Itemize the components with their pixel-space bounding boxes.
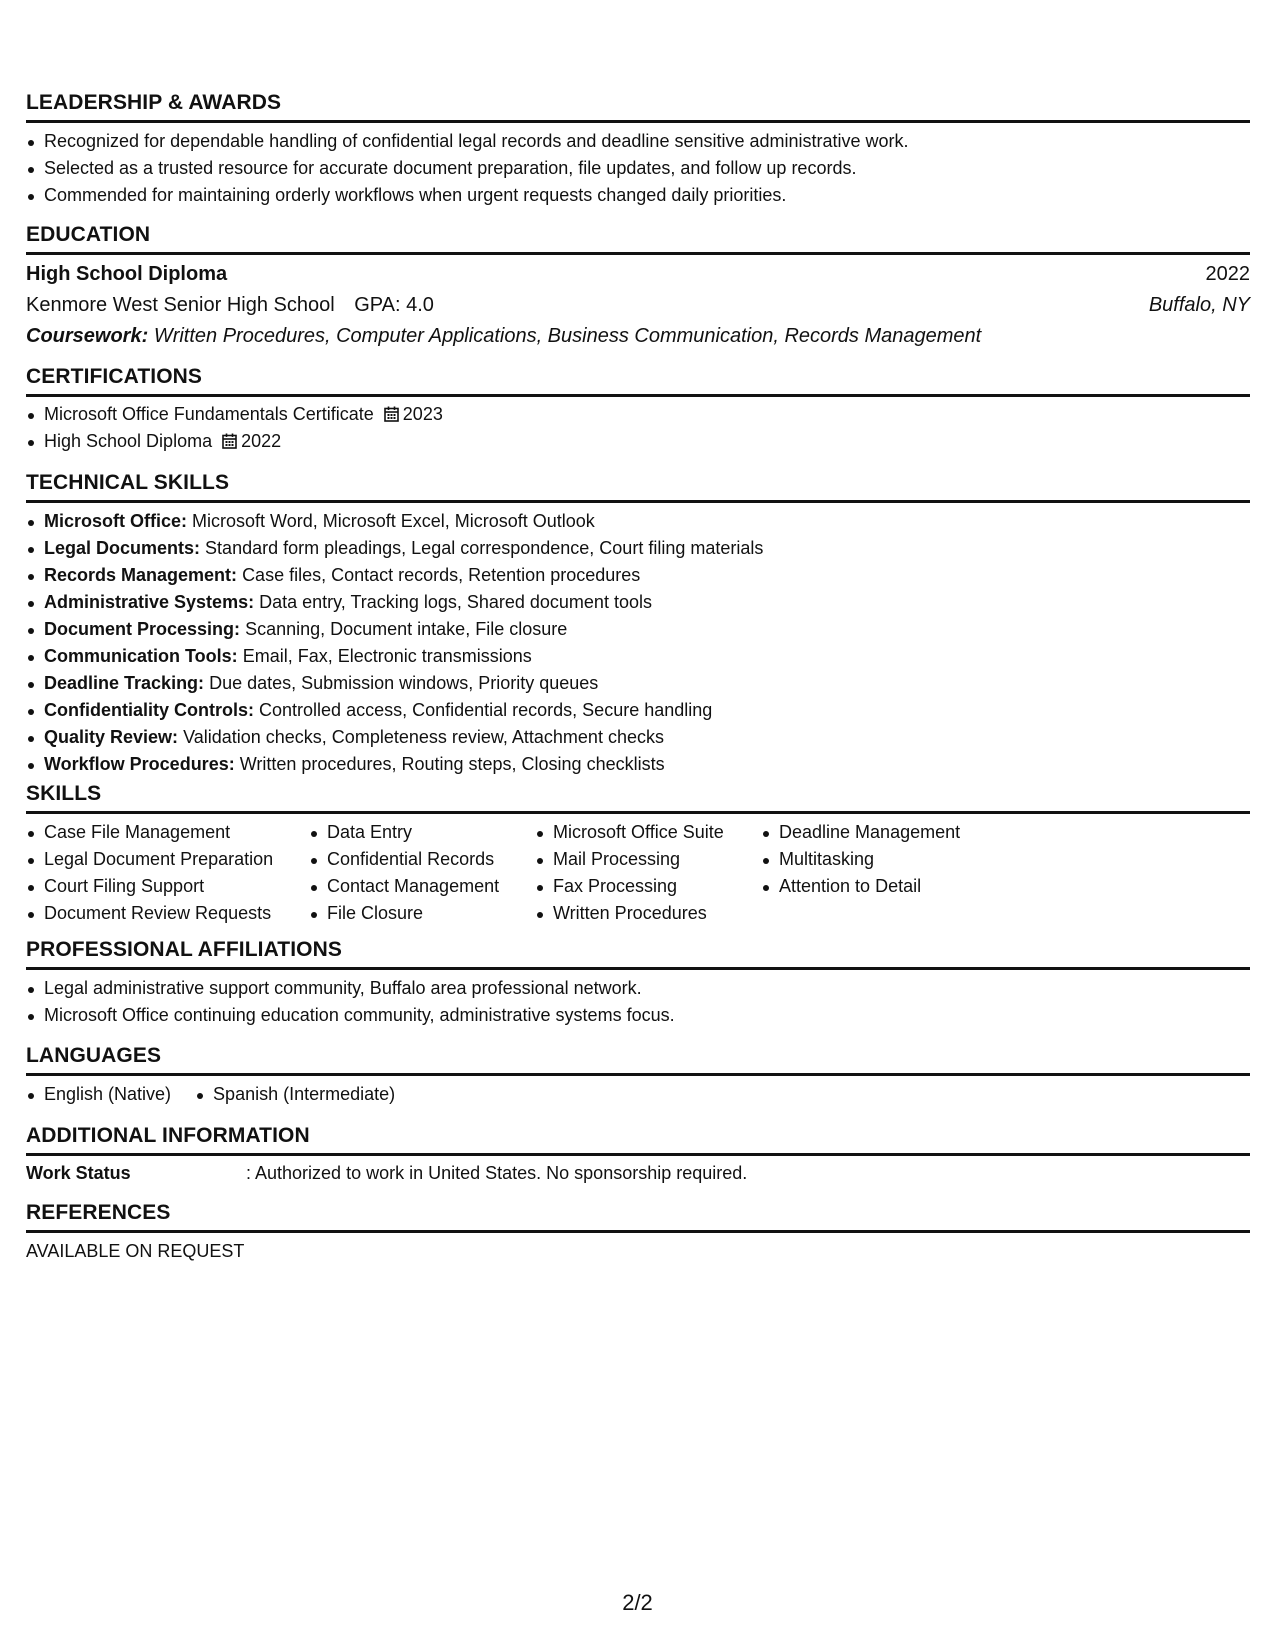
skill-values: Scanning, Document intake, File closure xyxy=(245,619,568,639)
skill-values: Controlled access, Confidential records, Secure handling xyxy=(259,700,713,720)
section-skills xyxy=(26,781,1250,927)
skills-column xyxy=(761,819,1021,927)
list-item: Spanish (Intermediate) xyxy=(195,1081,395,1108)
skill-category: Administrative Systems: xyxy=(44,592,255,612)
certification-name: Microsoft Office Fundamentals Certificate xyxy=(44,404,374,424)
section-languages xyxy=(26,1043,1250,1108)
list-item xyxy=(26,562,1250,589)
list-item xyxy=(26,670,1250,697)
list-item: Data Entry xyxy=(309,819,535,846)
skills-column xyxy=(26,819,309,927)
list-item xyxy=(26,508,1250,535)
list-item: Recognized for dependable handling of confidential legal records and deadline sensitive administrative work. xyxy=(26,128,1250,155)
section-title: LEADERSHIP & AWARDS xyxy=(26,90,1250,123)
skill-values: Written procedures, Routing steps, Closing checklists xyxy=(239,754,665,774)
list-item: Deadline Management xyxy=(761,819,1021,846)
affiliations-list xyxy=(26,975,1250,1029)
certifications-list xyxy=(26,401,1250,455)
languages-list xyxy=(26,1081,1250,1108)
list-item: Microsoft Office continuing education community, administrative systems focus. xyxy=(26,1002,1250,1029)
list-item xyxy=(26,589,1250,616)
education-school-row xyxy=(26,290,1250,321)
skill-category: Deadline Tracking: xyxy=(44,673,205,693)
skills-column xyxy=(309,819,535,927)
list-item: Commended for maintaining orderly workflows when urgent requests changed daily priorities. xyxy=(26,182,1250,209)
references-text: AVAILABLE ON REQUEST xyxy=(26,1241,245,1261)
technical-skills-list xyxy=(26,508,1250,778)
page-number: 2/2 xyxy=(622,1590,653,1615)
calendar-icon xyxy=(384,403,399,430)
certification-year: 2023 xyxy=(402,404,443,424)
skill-category: Microsoft Office: xyxy=(44,511,188,531)
section-title: CERTIFICATIONS xyxy=(26,364,1250,397)
section-affiliations xyxy=(26,937,1250,1029)
section-leadership xyxy=(26,90,1250,209)
list-item xyxy=(26,751,1250,778)
list-item xyxy=(26,697,1250,724)
section-title: REFERENCES xyxy=(26,1200,1250,1233)
list-item: Legal Document Preparation xyxy=(26,846,309,873)
skill-values: Microsoft Word, Microsoft Excel, Microsoft Outlook xyxy=(192,511,595,531)
skills-column xyxy=(535,819,761,927)
skill-category: Legal Documents: xyxy=(44,538,201,558)
section-title: ADDITIONAL INFORMATION xyxy=(26,1123,1250,1156)
coursework-row xyxy=(26,321,1250,352)
certification-name: High School Diploma xyxy=(44,431,213,451)
list-item: Court Filing Support xyxy=(26,873,309,900)
leadership-list xyxy=(26,128,1250,209)
skill-category: Workflow Procedures: xyxy=(44,754,235,774)
list-item xyxy=(26,401,1250,428)
coursework-list: Written Procedures, Computer Applications, Business Communication, Records Management xyxy=(153,325,982,347)
section-title: PROFESSIONAL AFFILIATIONS xyxy=(26,937,1250,970)
list-item: Document Review Requests xyxy=(26,900,309,927)
list-item: Fax Processing xyxy=(535,873,761,900)
list-item: Multitasking xyxy=(761,846,1021,873)
skill-category: Quality Review: xyxy=(44,727,179,747)
section-title: SKILLS xyxy=(26,781,1250,814)
education-year: 2022 xyxy=(1205,263,1250,285)
education-location: Buffalo, NY xyxy=(1148,294,1250,316)
list-item xyxy=(26,428,1250,455)
list-item: English (Native) xyxy=(26,1081,171,1108)
skill-values: Case files, Contact records, Retention procedures xyxy=(242,565,641,585)
skill-values: Email, Fax, Electronic transmissions xyxy=(242,646,532,666)
skill-category: Document Processing: xyxy=(44,619,241,639)
section-title: LANGUAGES xyxy=(26,1043,1250,1076)
list-item: File Closure xyxy=(309,900,535,927)
section-technical-skills xyxy=(26,470,1250,778)
section-additional-information xyxy=(26,1123,1250,1188)
section-title: EDUCATION xyxy=(26,222,1250,255)
skill-category: Records Management: xyxy=(44,565,238,585)
list-item: Attention to Detail xyxy=(761,873,1021,900)
list-item xyxy=(26,643,1250,670)
skill-category: Confidentiality Controls: xyxy=(44,700,254,720)
skill-category: Communication Tools: xyxy=(44,646,238,666)
certification-year: 2022 xyxy=(241,431,282,451)
skills-columns xyxy=(26,819,1250,927)
list-item: Mail Processing xyxy=(535,846,761,873)
school-name: Kenmore West Senior High School xyxy=(26,294,335,316)
work-status-value: : Authorized to work in United States. No sponsorship required. xyxy=(246,1163,748,1183)
skill-values: Data entry, Tracking logs, Shared document tools xyxy=(259,592,652,612)
work-status-label: Work Status xyxy=(26,1163,131,1183)
skill-values: Due dates, Submission windows, Priority queues xyxy=(209,673,599,693)
list-item: Legal administrative support community, Buffalo area professional network. xyxy=(26,975,1250,1002)
degree-name: High School Diploma xyxy=(26,263,228,285)
gpa: GPA: 4.0 xyxy=(354,294,434,316)
list-item xyxy=(26,616,1250,643)
work-status-row xyxy=(26,1158,1250,1188)
section-references xyxy=(26,1200,1250,1266)
list-item: Microsoft Office Suite xyxy=(535,819,761,846)
list-item xyxy=(26,724,1250,751)
skill-values: Standard form pleadings, Legal correspondence, Court filing materials xyxy=(205,538,764,558)
section-title: TECHNICAL SKILLS xyxy=(26,470,1250,503)
education-degree-row xyxy=(26,259,1250,290)
section-education xyxy=(26,222,1250,352)
list-item: Selected as a trusted resource for accurate document preparation, file updates, and follow up records. xyxy=(26,155,1250,182)
list-item: Confidential Records xyxy=(309,846,535,873)
calendar-icon xyxy=(222,430,237,457)
coursework-label: Coursework: xyxy=(26,325,149,347)
skill-values: Validation checks, Completeness review, Attachment checks xyxy=(183,727,664,747)
list-item xyxy=(26,535,1250,562)
list-item: Case File Management xyxy=(26,819,309,846)
list-item: Contact Management xyxy=(309,873,535,900)
list-item: Written Procedures xyxy=(535,900,761,927)
section-certifications xyxy=(26,364,1250,455)
